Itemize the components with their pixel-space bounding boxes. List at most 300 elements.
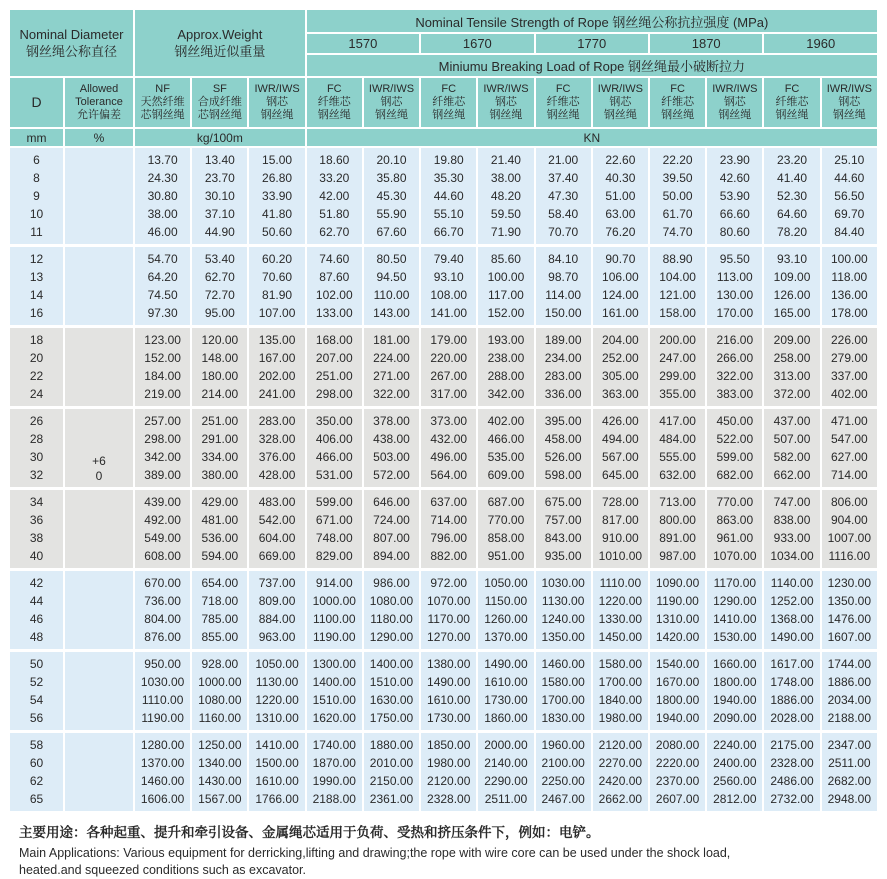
value-cell: 1010.00 bbox=[592, 547, 649, 568]
value-cell: 37.10 bbox=[191, 205, 248, 223]
value-cell: 372.00 bbox=[763, 385, 820, 406]
value-cell: 1730.00 bbox=[420, 709, 477, 730]
value-cell: 85.60 bbox=[477, 247, 534, 268]
value-cell: 863.00 bbox=[706, 511, 763, 529]
unit-load: KN bbox=[306, 128, 878, 147]
value-cell: 42.00 bbox=[306, 187, 363, 205]
fc-column-header bbox=[535, 77, 592, 128]
tolerance-cell bbox=[64, 571, 134, 649]
table-row bbox=[9, 733, 878, 754]
value-cell: 21.40 bbox=[477, 147, 534, 169]
table-row bbox=[9, 547, 878, 568]
value-cell: 481.00 bbox=[191, 511, 248, 529]
value-cell: 654.00 bbox=[191, 571, 248, 592]
value-cell: 1007.00 bbox=[821, 529, 878, 547]
value-cell: 93.10 bbox=[420, 268, 477, 286]
tolerance-cell bbox=[64, 733, 134, 811]
value-cell: 1430.00 bbox=[191, 772, 248, 790]
value-cell: 536.00 bbox=[191, 529, 248, 547]
value-cell: 1980.00 bbox=[592, 709, 649, 730]
table-row bbox=[9, 772, 878, 790]
value-cell: 1940.00 bbox=[706, 691, 763, 709]
value-cell: 23.90 bbox=[706, 147, 763, 169]
value-cell: 1610.00 bbox=[477, 673, 534, 691]
value-cell: 894.00 bbox=[363, 547, 420, 568]
table-row bbox=[9, 652, 878, 673]
value-cell: 380.00 bbox=[191, 466, 248, 487]
value-cell: 1400.00 bbox=[306, 673, 363, 691]
table-row bbox=[9, 409, 878, 430]
value-cell: 542.00 bbox=[248, 511, 305, 529]
diameter-cell: 50 bbox=[9, 652, 64, 673]
value-cell: 30.80 bbox=[134, 187, 191, 205]
value-cell: 95.50 bbox=[706, 247, 763, 268]
value-cell: 48.20 bbox=[477, 187, 534, 205]
value-cell: 35.80 bbox=[363, 169, 420, 187]
sf-header-line: 芯钢丝绳 bbox=[197, 109, 242, 121]
value-cell: 1500.00 bbox=[248, 754, 305, 772]
value-cell: 1050.00 bbox=[477, 571, 534, 592]
iwr-column-header bbox=[477, 77, 534, 128]
value-cell: 496.00 bbox=[420, 448, 477, 466]
value-cell: 891.00 bbox=[649, 529, 706, 547]
value-cell: 1990.00 bbox=[306, 772, 363, 790]
value-cell: 15.00 bbox=[248, 147, 305, 169]
value-cell: 1766.00 bbox=[248, 790, 305, 811]
value-cell: 1490.00 bbox=[420, 673, 477, 691]
fc-header-line: 钢丝绳 bbox=[775, 109, 809, 121]
iwr-header-line: IWR/IWS bbox=[826, 83, 872, 95]
value-cell: 84.40 bbox=[821, 223, 878, 244]
tolerance-column-header bbox=[64, 77, 134, 128]
value-cell: 100.00 bbox=[821, 247, 878, 268]
value-cell: 1860.00 bbox=[477, 709, 534, 730]
value-cell: 1190.00 bbox=[306, 628, 363, 649]
value-cell: 950.00 bbox=[134, 652, 191, 673]
value-cell: 22.60 bbox=[592, 147, 649, 169]
diameter-cell: 58 bbox=[9, 733, 64, 754]
value-cell: 350.00 bbox=[306, 409, 363, 430]
value-cell: 1980.00 bbox=[420, 754, 477, 772]
value-cell: 135.00 bbox=[248, 328, 305, 349]
value-cell: 882.00 bbox=[420, 547, 477, 568]
table-row bbox=[9, 187, 878, 205]
value-cell: 39.50 bbox=[649, 169, 706, 187]
value-cell: 450.00 bbox=[706, 409, 763, 430]
value-cell: 165.00 bbox=[763, 304, 820, 325]
value-cell: 855.00 bbox=[191, 628, 248, 649]
value-cell: 714.00 bbox=[420, 511, 477, 529]
value-cell: 1460.00 bbox=[134, 772, 191, 790]
value-cell: 40.30 bbox=[592, 169, 649, 187]
value-cell: 2420.00 bbox=[592, 772, 649, 790]
tolerance-header-line: Allowed bbox=[79, 83, 119, 95]
value-cell: 226.00 bbox=[821, 328, 878, 349]
tolerance-cell bbox=[64, 328, 134, 406]
value-cell: 94.50 bbox=[363, 268, 420, 286]
value-cell: 88.90 bbox=[649, 247, 706, 268]
value-cell: 1610.00 bbox=[420, 691, 477, 709]
header-row-units bbox=[9, 128, 878, 147]
value-cell: 46.00 bbox=[134, 223, 191, 244]
value-cell: 42.60 bbox=[706, 169, 763, 187]
diameter-cell: 62 bbox=[9, 772, 64, 790]
iwr-header-line: 钢丝绳 bbox=[603, 109, 637, 121]
value-cell: 2188.00 bbox=[821, 709, 878, 730]
table-row bbox=[9, 367, 878, 385]
value-cell: 406.00 bbox=[306, 430, 363, 448]
value-cell: 207.00 bbox=[306, 349, 363, 367]
value-cell: 2220.00 bbox=[649, 754, 706, 772]
value-cell: 52.30 bbox=[763, 187, 820, 205]
iwr-header-line: 钢丝绳 bbox=[260, 109, 294, 121]
value-cell: 1370.00 bbox=[477, 628, 534, 649]
value-cell: 118.00 bbox=[821, 268, 878, 286]
value-cell: 1350.00 bbox=[535, 628, 592, 649]
value-cell: 376.00 bbox=[248, 448, 305, 466]
value-cell: 168.00 bbox=[306, 328, 363, 349]
diameter-cell: 34 bbox=[9, 490, 64, 511]
value-cell: 19.80 bbox=[420, 147, 477, 169]
diameter-cell: 14 bbox=[9, 286, 64, 304]
diameter-cell: 52 bbox=[9, 673, 64, 691]
value-cell: 1170.00 bbox=[420, 610, 477, 628]
value-cell: 26.80 bbox=[248, 169, 305, 187]
value-cell: 1940.00 bbox=[649, 709, 706, 730]
grade-header-1870: 1870 bbox=[649, 33, 763, 54]
value-cell: 167.00 bbox=[248, 349, 305, 367]
diameter-cell: 9 bbox=[9, 187, 64, 205]
value-cell: 67.60 bbox=[363, 223, 420, 244]
value-cell: 1000.00 bbox=[191, 673, 248, 691]
diameter-column-header: D bbox=[9, 77, 64, 128]
value-cell: 219.00 bbox=[134, 385, 191, 406]
value-cell: 432.00 bbox=[420, 430, 477, 448]
diameter-cell: 42 bbox=[9, 571, 64, 592]
value-cell: 2328.00 bbox=[763, 754, 820, 772]
value-cell: 1130.00 bbox=[248, 673, 305, 691]
iwr-header-line: 钢丝绳 bbox=[832, 109, 866, 121]
value-cell: 1070.00 bbox=[706, 547, 763, 568]
table-row bbox=[9, 691, 878, 709]
value-cell: 507.00 bbox=[763, 430, 820, 448]
value-cell: 2467.00 bbox=[535, 790, 592, 811]
iwr-header-line: 钢芯 bbox=[609, 96, 632, 108]
value-cell: 378.00 bbox=[363, 409, 420, 430]
value-cell: 117.00 bbox=[477, 286, 534, 304]
breaking-load-title: Miniumu Breaking Load of Rope 钢丝绳最小破断拉力 bbox=[306, 54, 878, 77]
diameter-cell: 11 bbox=[9, 223, 64, 244]
diameter-cell: 48 bbox=[9, 628, 64, 649]
table-row bbox=[9, 673, 878, 691]
value-cell: 322.00 bbox=[706, 367, 763, 385]
value-cell: 1080.00 bbox=[363, 592, 420, 610]
value-cell: 2090.00 bbox=[706, 709, 763, 730]
iwr-header-line: IWR/IWS bbox=[254, 83, 300, 95]
value-cell: 47.30 bbox=[535, 187, 592, 205]
value-cell: 107.00 bbox=[248, 304, 305, 325]
value-cell: 322.00 bbox=[363, 385, 420, 406]
value-cell: 1230.00 bbox=[821, 571, 878, 592]
value-cell: 66.70 bbox=[420, 223, 477, 244]
iwr-header-line: 钢芯 bbox=[380, 96, 403, 108]
value-cell: 2028.00 bbox=[763, 709, 820, 730]
value-cell: 2188.00 bbox=[306, 790, 363, 811]
approx-weight-header bbox=[134, 9, 306, 77]
value-cell: 1886.00 bbox=[763, 691, 820, 709]
value-cell: 669.00 bbox=[248, 547, 305, 568]
value-cell: 178.00 bbox=[821, 304, 878, 325]
value-cell: 785.00 bbox=[191, 610, 248, 628]
value-cell: 1280.00 bbox=[134, 733, 191, 754]
value-cell: 838.00 bbox=[763, 511, 820, 529]
value-cell: 69.70 bbox=[821, 205, 878, 223]
value-cell: 72.70 bbox=[191, 286, 248, 304]
value-cell: 1330.00 bbox=[592, 610, 649, 628]
value-cell: 951.00 bbox=[477, 547, 534, 568]
value-cell: 914.00 bbox=[306, 571, 363, 592]
value-cell: 148.00 bbox=[191, 349, 248, 367]
value-cell: 1840.00 bbox=[592, 691, 649, 709]
value-cell: 1180.00 bbox=[363, 610, 420, 628]
table-row bbox=[9, 511, 878, 529]
fc-header-line: FC bbox=[784, 83, 800, 95]
value-cell: 33.90 bbox=[248, 187, 305, 205]
value-cell: 279.00 bbox=[821, 349, 878, 367]
fc-header-line: 纤维芯 bbox=[661, 96, 695, 108]
value-cell: 64.20 bbox=[134, 268, 191, 286]
sf-column-header bbox=[191, 77, 248, 128]
value-cell: 23.20 bbox=[763, 147, 820, 169]
value-cell: 373.00 bbox=[420, 409, 477, 430]
diameter-cell: 20 bbox=[9, 349, 64, 367]
value-cell: 1750.00 bbox=[363, 709, 420, 730]
value-cell: 1630.00 bbox=[363, 691, 420, 709]
nominal-diameter-header bbox=[9, 9, 134, 77]
tensile-strength-title: Nominal Tensile Strength of Rope 钢丝绳公称抗拉强度 (MPa) bbox=[306, 9, 878, 33]
value-cell: 123.00 bbox=[134, 328, 191, 349]
value-cell: 76.20 bbox=[592, 223, 649, 244]
value-cell: 170.00 bbox=[706, 304, 763, 325]
value-cell: 252.00 bbox=[592, 349, 649, 367]
iwr-column-header bbox=[821, 77, 878, 128]
value-cell: 770.00 bbox=[477, 511, 534, 529]
value-cell: 1410.00 bbox=[706, 610, 763, 628]
value-cell: 93.10 bbox=[763, 247, 820, 268]
value-cell: 770.00 bbox=[706, 490, 763, 511]
tolerance-value-line: +6 bbox=[92, 454, 106, 468]
value-cell: 251.00 bbox=[191, 409, 248, 430]
value-cell: 18.60 bbox=[306, 147, 363, 169]
fc-header-line: FC bbox=[555, 83, 571, 95]
value-cell: 1740.00 bbox=[306, 733, 363, 754]
grade-header-1570: 1570 bbox=[306, 33, 420, 54]
value-cell: 13.70 bbox=[134, 147, 191, 169]
value-cell: 238.00 bbox=[477, 349, 534, 367]
value-cell: 2370.00 bbox=[649, 772, 706, 790]
value-cell: 61.70 bbox=[649, 205, 706, 223]
value-cell: 1340.00 bbox=[191, 754, 248, 772]
value-cell: 1744.00 bbox=[821, 652, 878, 673]
unit-weight: kg/100m bbox=[134, 128, 306, 147]
value-cell: 1380.00 bbox=[420, 652, 477, 673]
value-cell: 2010.00 bbox=[363, 754, 420, 772]
iwr-header-line: 钢芯 bbox=[494, 96, 517, 108]
value-cell: 671.00 bbox=[306, 511, 363, 529]
value-cell: 1617.00 bbox=[763, 652, 820, 673]
value-cell: 1050.00 bbox=[248, 652, 305, 673]
value-cell: 736.00 bbox=[134, 592, 191, 610]
value-cell: 51.00 bbox=[592, 187, 649, 205]
value-cell: 2120.00 bbox=[420, 772, 477, 790]
main-applications-en-line: heated.and squeezed conditions such as excavator. bbox=[19, 863, 307, 877]
value-cell: 1116.00 bbox=[821, 547, 878, 568]
value-cell: 53.40 bbox=[191, 247, 248, 268]
value-cell: 609.00 bbox=[477, 466, 534, 487]
value-cell: 429.00 bbox=[191, 490, 248, 511]
value-cell: 804.00 bbox=[134, 610, 191, 628]
table-row bbox=[9, 490, 878, 511]
value-cell: 124.00 bbox=[592, 286, 649, 304]
value-cell: 1300.00 bbox=[306, 652, 363, 673]
value-cell: 555.00 bbox=[649, 448, 706, 466]
value-cell: 126.00 bbox=[763, 286, 820, 304]
value-cell: 133.00 bbox=[306, 304, 363, 325]
value-cell: 2682.00 bbox=[821, 772, 878, 790]
table-row bbox=[9, 754, 878, 772]
table-row bbox=[9, 529, 878, 547]
value-cell: 41.80 bbox=[248, 205, 305, 223]
value-cell: 645.00 bbox=[592, 466, 649, 487]
value-cell: 283.00 bbox=[248, 409, 305, 430]
iwr-column-header bbox=[363, 77, 420, 128]
value-cell: 567.00 bbox=[592, 448, 649, 466]
main-applications-en bbox=[19, 845, 868, 879]
value-cell: 45.30 bbox=[363, 187, 420, 205]
value-cell: 1510.00 bbox=[306, 691, 363, 709]
tolerance-header-line: Tolerance bbox=[75, 96, 123, 108]
value-cell: 972.00 bbox=[420, 571, 477, 592]
value-cell: 216.00 bbox=[706, 328, 763, 349]
nf-header-line: NF bbox=[155, 83, 170, 95]
value-cell: 1260.00 bbox=[477, 610, 534, 628]
value-cell: 50.00 bbox=[649, 187, 706, 205]
value-cell: 59.50 bbox=[477, 205, 534, 223]
value-cell: 2328.00 bbox=[420, 790, 477, 811]
value-cell: 193.00 bbox=[477, 328, 534, 349]
table-row bbox=[9, 169, 878, 187]
value-cell: 1620.00 bbox=[306, 709, 363, 730]
unit-mm: mm bbox=[9, 128, 64, 147]
value-cell: 179.00 bbox=[420, 328, 477, 349]
value-cell: 1510.00 bbox=[363, 673, 420, 691]
value-cell: 1700.00 bbox=[535, 691, 592, 709]
value-cell: 594.00 bbox=[191, 547, 248, 568]
tolerance-cell bbox=[64, 652, 134, 730]
value-cell: 2361.00 bbox=[363, 790, 420, 811]
value-cell: 2400.00 bbox=[706, 754, 763, 772]
value-cell: 687.00 bbox=[477, 490, 534, 511]
value-cell: 1580.00 bbox=[535, 673, 592, 691]
value-cell: 757.00 bbox=[535, 511, 592, 529]
value-cell: 266.00 bbox=[706, 349, 763, 367]
diameter-cell: 44 bbox=[9, 592, 64, 610]
value-cell: 81.90 bbox=[248, 286, 305, 304]
iwr-column-header bbox=[592, 77, 649, 128]
table-row bbox=[9, 571, 878, 592]
value-cell: 80.60 bbox=[706, 223, 763, 244]
approx-weight-label-zh: 钢丝绳近似重量 bbox=[174, 44, 266, 59]
value-cell: 1220.00 bbox=[592, 592, 649, 610]
value-cell: 180.00 bbox=[191, 367, 248, 385]
value-cell: 158.00 bbox=[649, 304, 706, 325]
fc-header-line: FC bbox=[441, 83, 457, 95]
value-cell: 291.00 bbox=[191, 430, 248, 448]
value-cell: 439.00 bbox=[134, 490, 191, 511]
fc-header-line: 纤维芯 bbox=[432, 96, 466, 108]
value-cell: 2000.00 bbox=[477, 733, 534, 754]
value-cell: 1370.00 bbox=[134, 754, 191, 772]
table-row bbox=[9, 247, 878, 268]
value-cell: 483.00 bbox=[248, 490, 305, 511]
value-cell: 1000.00 bbox=[306, 592, 363, 610]
iwr-header-line: IWR/IWS bbox=[368, 83, 415, 95]
value-cell: 54.70 bbox=[134, 247, 191, 268]
value-cell: 1290.00 bbox=[363, 628, 420, 649]
tolerance-cell bbox=[64, 247, 134, 325]
value-cell: 98.70 bbox=[535, 268, 592, 286]
value-cell: 1070.00 bbox=[420, 592, 477, 610]
value-cell: 44.60 bbox=[821, 169, 878, 187]
value-cell: 1880.00 bbox=[363, 733, 420, 754]
value-cell: 1290.00 bbox=[706, 592, 763, 610]
table-row bbox=[9, 223, 878, 244]
value-cell: 38.00 bbox=[134, 205, 191, 223]
value-cell: 108.00 bbox=[420, 286, 477, 304]
value-cell: 70.60 bbox=[248, 268, 305, 286]
value-cell: 25.10 bbox=[821, 147, 878, 169]
value-cell: 1190.00 bbox=[649, 592, 706, 610]
table-row bbox=[9, 349, 878, 367]
value-cell: 1420.00 bbox=[649, 628, 706, 649]
fc-header-line: 钢丝绳 bbox=[661, 109, 695, 121]
value-cell: 181.00 bbox=[363, 328, 420, 349]
value-cell: 572.00 bbox=[363, 466, 420, 487]
value-cell: 109.00 bbox=[763, 268, 820, 286]
value-cell: 209.00 bbox=[763, 328, 820, 349]
value-cell: 53.90 bbox=[706, 187, 763, 205]
value-cell: 986.00 bbox=[363, 571, 420, 592]
value-cell: 258.00 bbox=[763, 349, 820, 367]
value-cell: 806.00 bbox=[821, 490, 878, 511]
value-cell: 1310.00 bbox=[248, 709, 305, 730]
value-cell: 110.00 bbox=[363, 286, 420, 304]
value-cell: 1567.00 bbox=[191, 790, 248, 811]
value-cell: 471.00 bbox=[821, 409, 878, 430]
iwr-header-line: 钢丝绳 bbox=[375, 109, 408, 121]
table-row bbox=[9, 709, 878, 730]
value-cell: 728.00 bbox=[592, 490, 649, 511]
fc-header-line: 钢丝绳 bbox=[546, 109, 580, 121]
value-cell: 2290.00 bbox=[477, 772, 534, 790]
diameter-cell: 10 bbox=[9, 205, 64, 223]
value-cell: 120.00 bbox=[191, 328, 248, 349]
value-cell: 582.00 bbox=[763, 448, 820, 466]
diameter-cell: 22 bbox=[9, 367, 64, 385]
value-cell: 136.00 bbox=[821, 286, 878, 304]
diameter-cell: 40 bbox=[9, 547, 64, 568]
value-cell: 220.00 bbox=[420, 349, 477, 367]
